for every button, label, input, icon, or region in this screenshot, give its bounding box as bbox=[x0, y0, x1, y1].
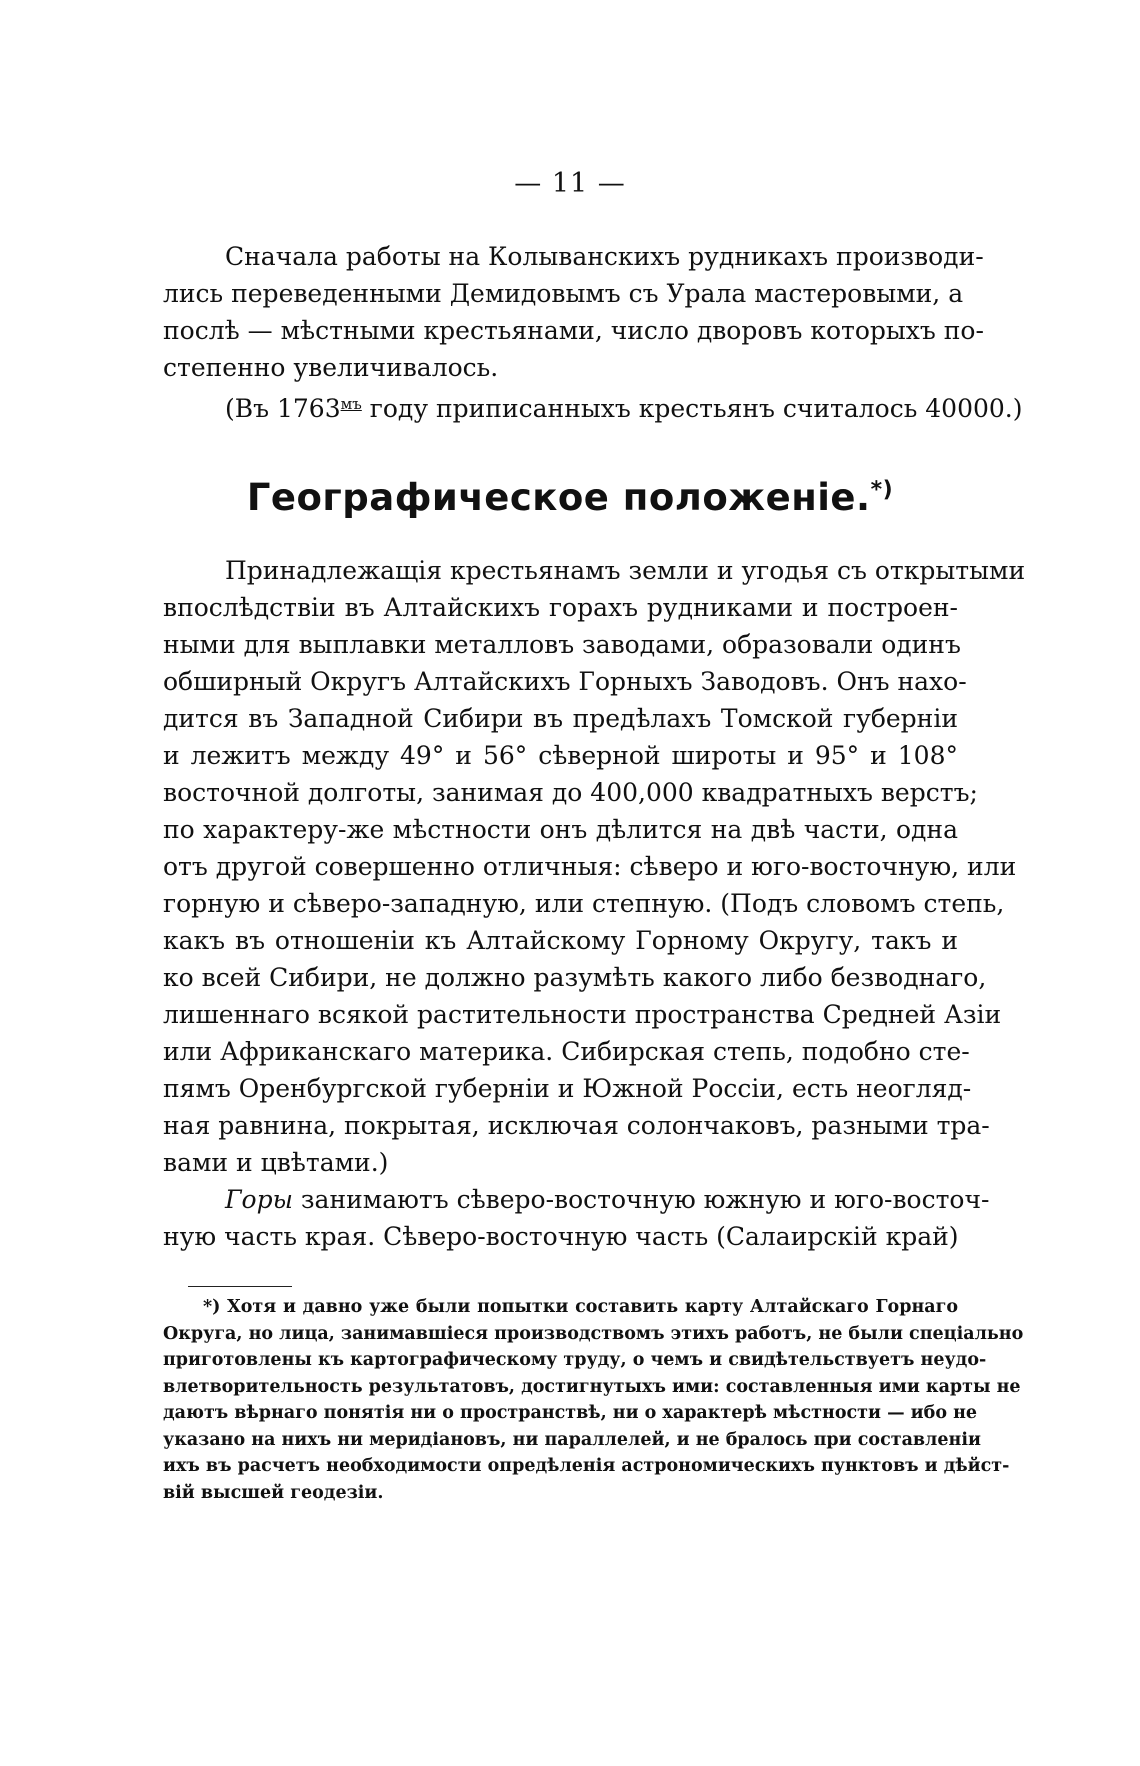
footnote-line: *) Хотя и давно уже были попытки составить карту Алтайскаго Горнаго bbox=[203, 1297, 958, 1317]
text-line: Принадлежащія крестьянамъ земли и угодья съ открытыми bbox=[225, 556, 1026, 585]
footnote-line: указано на нихъ ни меридіановъ, ни параллелей, и не бралось при составленіи bbox=[163, 1429, 981, 1450]
text-line: лись переведенными Демидовымъ съ Урала мастеровыми, а bbox=[163, 279, 964, 308]
italic-term: Горы bbox=[225, 1185, 293, 1214]
text-fragment: (Въ 1763 bbox=[225, 394, 341, 423]
page-number: — 11 — bbox=[514, 168, 626, 199]
text-line: послѣ — мѣстными крестьянами, число дворовъ которыхъ по- bbox=[163, 316, 984, 345]
text-line: по характеру-же мѣстности онъ дѣлится на двѣ части, одна bbox=[163, 815, 958, 844]
footnote-line: влетворительность результатовъ, достигнутыхъ ими: составленныя ими карты не bbox=[163, 1376, 1021, 1397]
paragraph-geography bbox=[163, 552, 1026, 1255]
text-line: Сначала работы на Колыванскихъ рудникахъ производи- bbox=[225, 242, 984, 271]
text-line: или Африканскаго материка. Сибирская степь, подобно сте- bbox=[163, 1037, 970, 1066]
text-line: ная равнина, покрытая, исключая солончаковъ, разными тра- bbox=[163, 1111, 990, 1140]
footnote-line: даютъ вѣрнаго понятія ни о пространствѣ, ни о характерѣ мѣстности — ибо не bbox=[163, 1403, 978, 1423]
text-line: лишеннаго всякой растительности пространства Средней Азіи bbox=[163, 1000, 1002, 1029]
text-line: горную и сѣверо-западную, или степную. (Подъ словомъ степь, bbox=[163, 889, 1005, 918]
text-line: ко всей Сибири, не должно разумѣть какого либо безводнаго, bbox=[163, 963, 987, 992]
footnote bbox=[163, 1294, 1024, 1506]
text-line: пямъ Оренбургской губерніи и Южной Россіи, есть неогляд- bbox=[163, 1074, 972, 1103]
text-line: вами и цвѣтами.) bbox=[163, 1148, 389, 1177]
text-line: дится въ Западной Сибири въ предѣлахъ Томской губерніи bbox=[163, 704, 958, 733]
text-fragment: году приписанныхъ крестьянъ считалось 40000.) bbox=[361, 394, 1023, 423]
text-line: ными для выплавки металловъ заводами, образовали одинъ bbox=[163, 630, 961, 659]
text-line: отъ другой совершенно отличныя: сѣверо и юго-восточную, или bbox=[163, 852, 1017, 881]
footnote-line: приготовлены къ картографическому труду, о чемъ и свидѣтельствуетъ неудо- bbox=[163, 1350, 987, 1370]
text-line: какъ въ отношеніи къ Алтайскому Горному Округу, такъ и bbox=[163, 926, 958, 955]
text-line: обширный Округъ Алтайскихъ Горныхъ Заводовъ. Онъ нахо- bbox=[163, 667, 967, 696]
paragraph-intro bbox=[163, 238, 1023, 427]
text-line-peasants bbox=[163, 386, 1023, 427]
text-line: и лежитъ между 49° и 56° сѣверной широты и 95° и 108° bbox=[163, 741, 958, 770]
text-line: ную часть края. Сѣверо-восточную часть (Салаирскій край) bbox=[163, 1222, 959, 1251]
footnote-line: вій высшей геодезіи. bbox=[163, 1482, 384, 1503]
superscript: мъ bbox=[340, 395, 362, 413]
text-line: впослѣдствіи въ Алтайскихъ горахъ рудниками и построен- bbox=[163, 593, 958, 622]
text-line-mountains bbox=[163, 1181, 990, 1218]
section-heading bbox=[0, 476, 1140, 519]
text-line: степенно увеличивалось. bbox=[163, 353, 499, 382]
footnote-line: ихъ въ расчетъ необходимости опредѣленія астрономическихъ пунктовъ и дѣйст- bbox=[163, 1456, 1010, 1476]
heading-text: Географическое положеніе. bbox=[246, 476, 871, 519]
footnote-mark: *) bbox=[870, 477, 894, 503]
footnote-divider bbox=[188, 1286, 292, 1287]
footnote-line: Округа, но лица, занимавшіеся производствомъ этихъ работъ, не были спеціально bbox=[163, 1323, 1024, 1344]
text-line: восточной долготы, занимая до 400,000 квадратныхъ верстъ; bbox=[163, 778, 978, 807]
text-fragment: занимаютъ сѣверо-восточную южную и юго-восточ- bbox=[292, 1185, 990, 1214]
